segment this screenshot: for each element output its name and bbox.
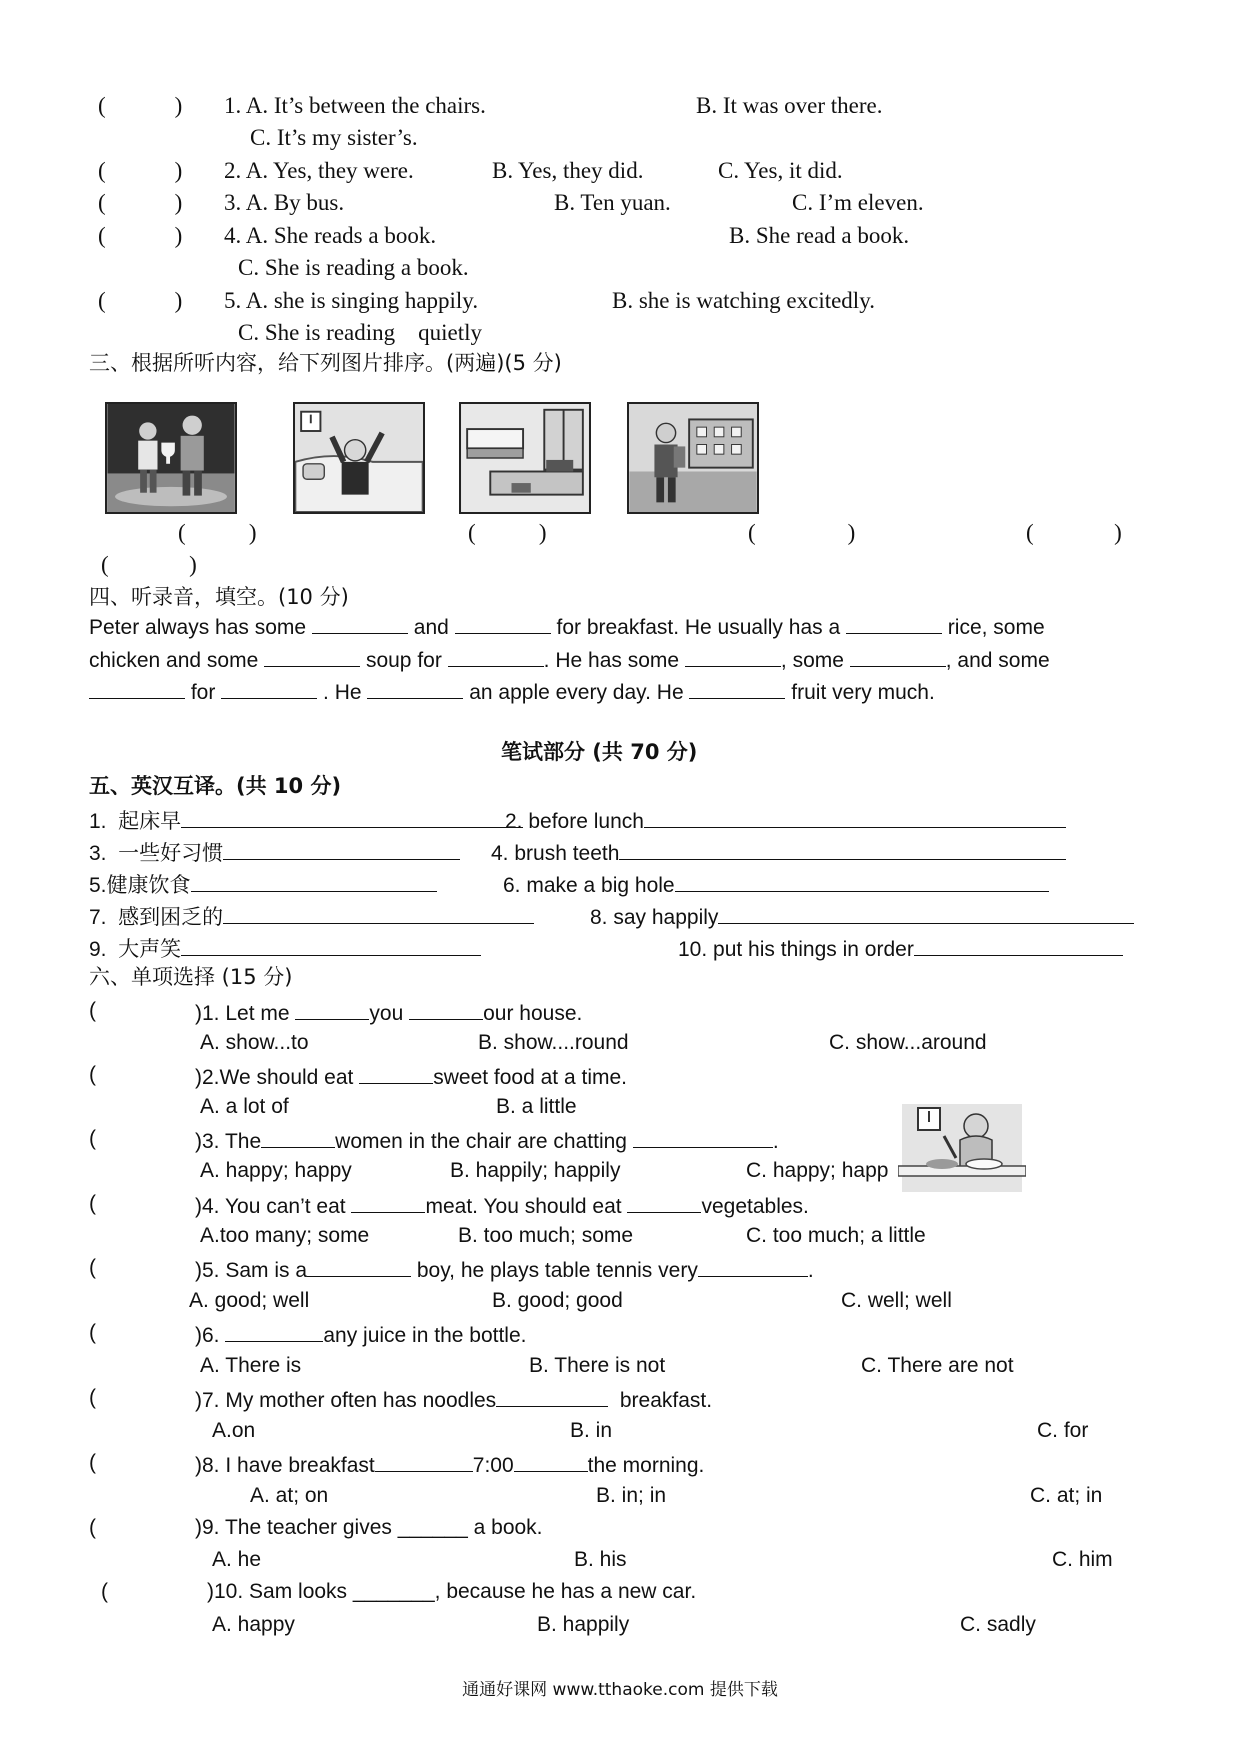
translate-item-4: [491, 840, 1066, 864]
mc8-option-a: A. at; on: [250, 1484, 329, 1507]
mc1-blank-1[interactable]: [295, 1000, 369, 1020]
line2-text-2: soup for: [360, 648, 448, 672]
translate-item-8: [590, 904, 1134, 928]
line1-text-3: for breakfast. He usually has a: [550, 616, 846, 639]
mc5-text-1: )5. Sam is a: [195, 1259, 308, 1282]
translate-5-blank[interactable]: [191, 872, 437, 892]
mc1-text-2: you: [369, 1002, 410, 1025]
mc6-option-a: A. There is: [200, 1354, 302, 1377]
mc7-option-a: A.on: [212, 1419, 256, 1442]
line2-text-1: chicken and some: [89, 648, 265, 672]
mc7-text-1: )7. My mother often has noodles: [195, 1389, 497, 1412]
tidy-bedroom-picture: [459, 402, 591, 514]
mc10-paren[interactable]: (: [101, 1580, 108, 1603]
mc10-option-a: A. happy: [212, 1613, 295, 1636]
mc10-option-c: C. sadly: [960, 1613, 1036, 1636]
q1-option-c: C. It’s my sister’s.: [250, 125, 418, 150]
boy-eating-illustration: [898, 1100, 1026, 1196]
mc9-stem: )9. The teacher gives ______ a book.: [195, 1516, 543, 1539]
mc6-stem: [195, 1322, 526, 1346]
q4-option-a: 4. A. She reads a book.: [224, 223, 437, 248]
line3-text-1: for: [185, 681, 222, 704]
translate-7-blank[interactable]: [223, 904, 534, 924]
translate-item-3: [89, 840, 460, 864]
translate-1-label: 1. 起床早: [89, 810, 182, 833]
mc3-text-3: .: [772, 1130, 779, 1153]
mc1-text-3: our house.: [483, 1002, 583, 1025]
line3-text-2: . He: [317, 681, 368, 704]
mc7-paren[interactable]: (: [89, 1386, 96, 1409]
line3-text-4: fruit very much.: [785, 681, 935, 704]
mc3-stem: [195, 1128, 779, 1152]
mc1-option-c: C. show...around: [829, 1031, 987, 1054]
q2-paren[interactable]: ( ): [98, 158, 183, 183]
mc10-stem: )10. Sam looks _______, because he has a new car.: [207, 1580, 697, 1603]
mc3-blank-1[interactable]: [261, 1128, 335, 1148]
translate-2-label: 2. before lunch: [505, 810, 644, 833]
translate-7-label: 7. 感到困乏的: [89, 906, 224, 929]
mc6-paren[interactable]: (: [89, 1321, 96, 1344]
mc1-text-1: )1. Let me: [195, 1002, 296, 1025]
mc3-paren[interactable]: (: [89, 1127, 96, 1150]
mc6-option-b: B. There is not: [529, 1354, 666, 1377]
translate-3-blank[interactable]: [223, 840, 460, 860]
trophy-award-picture: [105, 402, 237, 514]
mc7-blank[interactable]: [496, 1387, 608, 1407]
blank-6[interactable]: [685, 647, 781, 667]
mc8-option-c: C. at; in: [1030, 1484, 1103, 1507]
mc7-text-2: breakfast.: [608, 1389, 713, 1412]
q2-option-c: C. Yes, it did.: [718, 158, 843, 183]
mc7-option-b: B. in: [570, 1419, 613, 1442]
section5-title: 五、英汉互译。(共 10 分): [89, 774, 342, 798]
blank-2[interactable]: [455, 614, 551, 634]
mc2-text-1: )2.We should eat: [195, 1066, 360, 1089]
mc5-text-3: .: [807, 1259, 814, 1282]
mc2-stem: [195, 1064, 627, 1088]
fill-blank-paragraph: [89, 612, 1155, 710]
blank-9[interactable]: [221, 679, 317, 699]
mc9-paren[interactable]: (: [89, 1516, 96, 1539]
mc6-text-2: any juice in the bottle.: [323, 1324, 527, 1347]
section6-title: 六、单项选择 (15 分): [89, 965, 293, 989]
mc5-stem: [195, 1257, 814, 1281]
mc9-option-b: B. his: [574, 1548, 627, 1571]
q2-option-a: 2. A. Yes, they were.: [224, 158, 414, 183]
translate-1-blank[interactable]: [181, 808, 523, 828]
mc5-paren[interactable]: (: [89, 1256, 96, 1279]
q3-option-b: B. Ten yuan.: [554, 190, 671, 215]
girl-waking-up-picture: [293, 402, 425, 514]
translate-9-label: 9. 大声笑: [89, 938, 182, 961]
picture-order-blank-4[interactable]: ( ): [1026, 520, 1122, 545]
mc8-option-b: B. in; in: [596, 1484, 667, 1507]
section4-title: 四、听录音，填空。(10 分): [89, 585, 349, 609]
mc3-option-c: C. happy; happ: [746, 1159, 889, 1182]
page-footer: 通通好课网 www.tthaoke.com 提供下载: [462, 1680, 778, 1700]
mc4-text-3: vegetables.: [701, 1195, 809, 1218]
line2-text-5: , and some: [945, 648, 1050, 672]
mc4-text-2: meat. You should eat: [425, 1195, 628, 1218]
mc8-blank-1[interactable]: [375, 1452, 473, 1472]
translate-8-label: 8. say happily: [590, 906, 719, 929]
mc3-blank-2[interactable]: [633, 1128, 773, 1148]
mc9-option-c: C. him: [1052, 1548, 1113, 1571]
translate-9-blank[interactable]: [181, 936, 481, 956]
translate-item-2: [505, 808, 1066, 832]
picture-order-blank-2[interactable]: ( ): [468, 520, 547, 545]
translate-item-6: [503, 872, 1049, 896]
mc5-option-c: C. well; well: [841, 1289, 952, 1312]
mc4-option-c: C. too much; a little: [746, 1224, 926, 1247]
blank-7[interactable]: [850, 647, 946, 667]
mc2-text-2: sweet food at a time.: [433, 1066, 627, 1089]
q3-option-a: 3. A. By bus.: [224, 190, 345, 215]
paragraph-line-3: [89, 677, 1155, 710]
mc4-text-1: )4. You can’t eat: [195, 1195, 352, 1218]
paragraph-line-2: [89, 645, 1155, 678]
mc1-option-b: B. show....round: [478, 1031, 629, 1054]
translate-item-9: [89, 936, 481, 960]
mc5-blank-1[interactable]: [307, 1257, 411, 1277]
translate-10-label: 10. put his things in order: [678, 938, 914, 961]
line2-text-4: , some: [780, 648, 850, 672]
translate-4-blank[interactable]: [619, 840, 1066, 860]
translate-item-7: [89, 904, 534, 928]
mc2-option-b: B. a little: [496, 1095, 577, 1118]
mc1-option-a: A. show...to: [200, 1031, 309, 1054]
translate-4-label: 4. brush teeth: [491, 842, 620, 865]
mc6-blank[interactable]: [225, 1322, 323, 1342]
picture-order-blank-5[interactable]: ( ): [101, 552, 197, 577]
mc8-text-1: )8. I have breakfast: [195, 1454, 375, 1477]
translate-10-blank[interactable]: [914, 936, 1123, 956]
translate-6-blank[interactable]: [675, 872, 1049, 892]
mc6-option-c: C. There are not: [861, 1354, 1014, 1377]
translate-item-10: [678, 936, 1123, 960]
mc5-text-2: boy, he plays table tennis very: [411, 1259, 698, 1282]
mc4-blank-2[interactable]: [627, 1193, 701, 1213]
written-part-title: 笔试部分 (共 70 分): [501, 740, 698, 764]
mc9-option-a: A. he: [212, 1548, 262, 1571]
blank-11[interactable]: [689, 679, 785, 699]
q4-option-c: C. She is reading a book.: [238, 255, 469, 280]
mc4-blank-1[interactable]: [351, 1193, 425, 1213]
q5-option-c: C. She is reading quietly: [238, 320, 483, 345]
mc1-blank-2[interactable]: [409, 1000, 483, 1020]
mc2-blank[interactable]: [359, 1064, 433, 1084]
picture-order-blank-1[interactable]: ( ): [178, 520, 257, 545]
mc8-paren[interactable]: (: [89, 1451, 96, 1474]
translate-item-1: [89, 808, 523, 832]
q4-paren[interactable]: ( ): [98, 223, 183, 248]
mc1-stem: [195, 1000, 582, 1024]
mc3-option-a: A. happy; happy: [200, 1159, 352, 1182]
line1-text-2: and: [407, 616, 455, 639]
mc3-text-1: )3. The: [195, 1130, 262, 1153]
mc10-option-b: B. happily: [537, 1613, 630, 1636]
q4-option-b: B. She read a book.: [729, 223, 910, 248]
mc4-stem: [195, 1193, 809, 1217]
paragraph-line-1: [89, 612, 1155, 645]
translate-2-blank[interactable]: [644, 808, 1066, 828]
mc4-option-b: B. too much; some: [458, 1224, 634, 1247]
mc2-option-a: A. a lot of: [200, 1095, 289, 1118]
mc1-paren[interactable]: (: [89, 999, 96, 1022]
translate-6-label: 6. make a big hole: [503, 874, 675, 897]
mc7-option-c: C. for: [1037, 1419, 1089, 1442]
mc4-paren[interactable]: (: [89, 1192, 96, 1215]
q1-option-b: B. It was over there.: [696, 93, 883, 118]
blank-3[interactable]: [846, 614, 942, 634]
q5-option-b: B. she is watching excitedly.: [612, 288, 875, 313]
blank-1[interactable]: [312, 614, 408, 634]
line2-text-3: . He has some: [543, 648, 685, 672]
line1-text-4: rice, some: [941, 616, 1045, 639]
blank-4[interactable]: [264, 647, 360, 667]
blank-8[interactable]: [89, 679, 185, 699]
mc8-text-2: 7:00: [472, 1454, 514, 1477]
mc5-option-b: B. good; good: [492, 1289, 623, 1312]
mc6-text-1: )6.: [195, 1324, 226, 1347]
q5-paren[interactable]: ( ): [98, 288, 183, 313]
mc3-option-b: B. happily; happily: [450, 1159, 621, 1182]
mc4-option-a: A.too many; some: [200, 1224, 370, 1247]
translate-8-blank[interactable]: [718, 904, 1134, 924]
q2-option-b: B. Yes, they did.: [492, 158, 644, 183]
q3-option-c: C. I’m eleven.: [792, 190, 924, 215]
blank-10[interactable]: [367, 679, 463, 699]
translate-5-label: 5.健康饮食: [89, 874, 191, 897]
mc8-blank-2[interactable]: [514, 1452, 588, 1472]
translate-3-label: 3. 一些好习惯: [89, 842, 224, 865]
q1-option-a: 1. A. It’s between the chairs.: [224, 93, 486, 118]
mc8-stem: [195, 1452, 704, 1476]
mc3-text-2: women in the chair are chatting: [335, 1130, 633, 1153]
mc2-paren[interactable]: (: [89, 1063, 96, 1086]
line3-text-3: an apple every day. He: [463, 681, 690, 704]
q1-paren[interactable]: ( ): [98, 93, 183, 118]
blank-5[interactable]: [448, 647, 544, 667]
q5-option-a: 5. A. she is singing happily.: [224, 288, 479, 313]
mc7-stem: [195, 1387, 712, 1411]
mc8-text-3: the morning.: [587, 1454, 705, 1477]
q3-paren[interactable]: ( ): [98, 190, 183, 215]
mc5-option-a: A. good; well: [189, 1289, 310, 1312]
picture-order-blank-3[interactable]: ( ): [748, 520, 856, 545]
mc5-blank-2[interactable]: [698, 1257, 808, 1277]
girl-going-to-school-picture: [627, 402, 759, 514]
section3-title: 三、根据所听内容，给下列图片排序。(两遍)(5 分): [89, 351, 562, 375]
translate-item-5: [89, 872, 437, 896]
line1-text-1: Peter always has some: [89, 616, 312, 639]
